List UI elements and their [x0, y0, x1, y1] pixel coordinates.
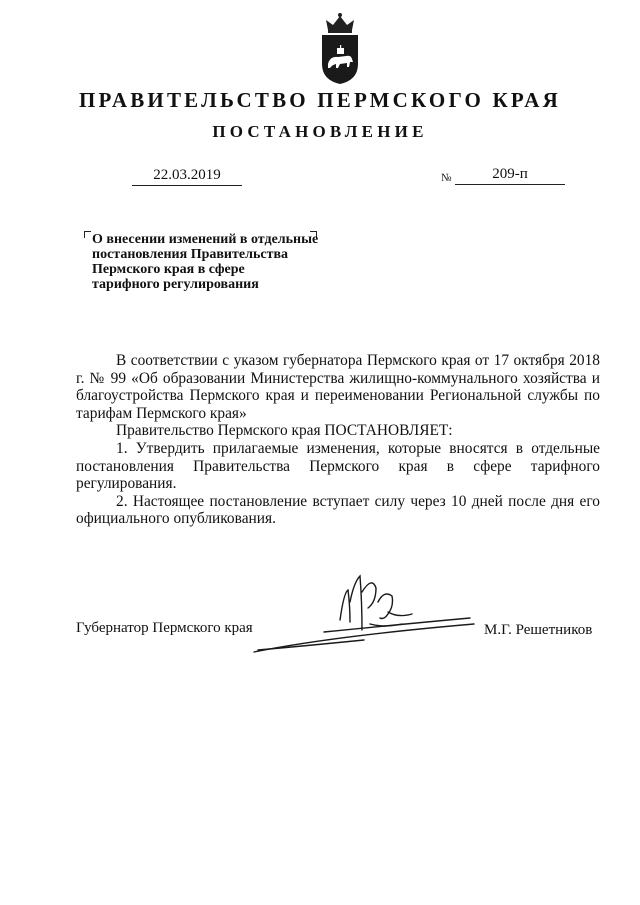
body-paragraph: 1. Утвердить прилагаемые изменения, которые вносятся в отдельные постановления Правительства Пермского края в сфере тарифного регулирования. — [76, 439, 600, 493]
document-subject — [92, 232, 362, 292]
subject-line: постановления Правительства — [92, 247, 288, 262]
perm-krai-coat-of-arms-icon — [318, 12, 362, 86]
document-type: ПОСТАНОВЛЕНИЕ — [212, 122, 428, 141]
subject-line: Пермского края в сфере — [92, 262, 245, 277]
document-number: 209-п — [455, 166, 565, 185]
handwritten-signature-icon — [244, 562, 484, 662]
document-date: 22.03.2019 — [132, 167, 242, 186]
document-body — [76, 352, 600, 528]
signatory-name: М.Г. Решетников — [484, 622, 593, 638]
number-sign: № — [441, 172, 452, 184]
organization-title: ПРАВИТЕЛЬСТВО ПЕРМСКОГО КРАЯ — [78, 88, 561, 112]
body-paragraph: В соответствии с указом губернатора Пермского края от 17 октября 2018 г. № 99 «Об образовании Министерства жилищно-коммунального хозяйства и благоустройства Пермского края и переименовании Региональной службы по тарифам Пермского края» — [76, 352, 600, 422]
subject-line: тарифного регулирования — [92, 277, 259, 292]
subject-line: О внесении изменений в отдельные — [92, 232, 319, 247]
subject-corner-left — [84, 231, 91, 238]
body-paragraph: 2. Настоящее постановление вступает силу через 10 дней после дня его официального опубликования. — [76, 492, 600, 528]
body-paragraph: Правительство Пермского края ПОСТАНОВЛЯЕТ: — [116, 422, 453, 440]
signatory-position: Губернатор Пермского края — [76, 620, 253, 636]
